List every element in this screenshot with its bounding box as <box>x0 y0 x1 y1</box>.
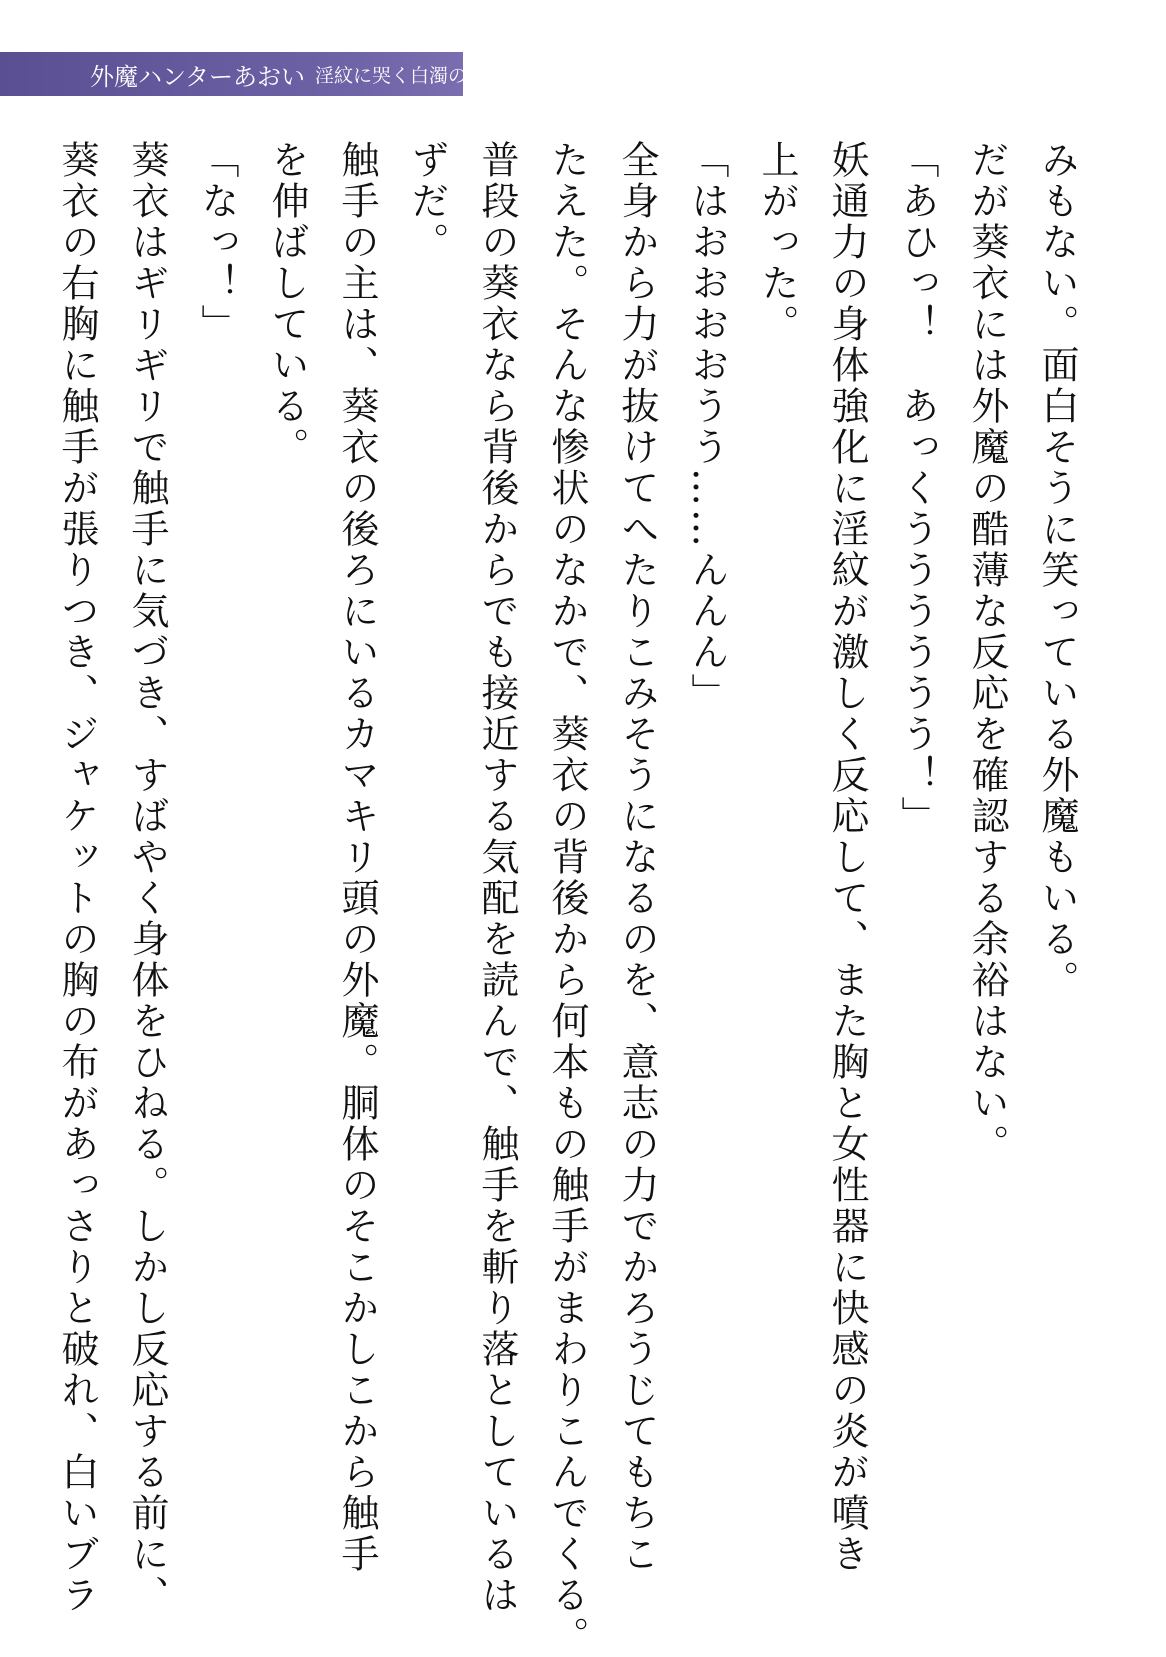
text-line: だが葵衣には外魔の酷薄な反応を確認する余裕はない。 <box>965 140 1009 1165</box>
text-line: たえた。そんな惨状のなかで、葵衣の背後から何本もの触手がまわりこんでくる。 <box>545 140 589 1657</box>
text-line: を伸ばしている。 <box>265 140 309 468</box>
text-line: 葵衣の右胸に触手が張りつき、ジャケットの胸の布があっさりと破れ、白いブラ <box>55 140 99 1616</box>
book-subtitle: 淫紋に哭く白濁の夜 <box>315 64 487 87</box>
book-title: 外魔ハンターあおい <box>90 62 306 91</box>
vertical-text-body <box>55 140 1092 1657</box>
text-line: 「あひっ！ あっくうううううう！」 <box>895 140 939 837</box>
text-line: 「なっ！」 <box>195 140 239 345</box>
text-line: 妖通力の身体強化に淫紋が激しく反応して、また胸と女性器に快感の炎が噴き <box>825 140 869 1575</box>
text-line: 触手の主は、葵衣の後ろにいるカマキリ頭の外魔。胴体のそこかしこから触手 <box>335 140 379 1575</box>
text-line: 普段の葵衣なら背後からでも接近する気配を読んで、触手を斬り落としているは <box>475 140 519 1616</box>
text-line: ずだ。 <box>405 140 449 263</box>
text-line: 上がった。 <box>755 140 799 345</box>
text-line: 「はおおおおうう……んんん」 <box>685 140 729 714</box>
text-line: みもない。面白そうに笑っている外魔もいる。 <box>1035 140 1079 1001</box>
text-line: 葵衣はギリギリで触手に気づき、すばやく身体をひねる。しかし反応する前に、 <box>125 140 169 1616</box>
text-line: 全身から力が抜けてへたりこみそうになるのを、意志の力でかろうじてもちこ <box>615 140 659 1575</box>
header-band <box>0 52 487 96</box>
